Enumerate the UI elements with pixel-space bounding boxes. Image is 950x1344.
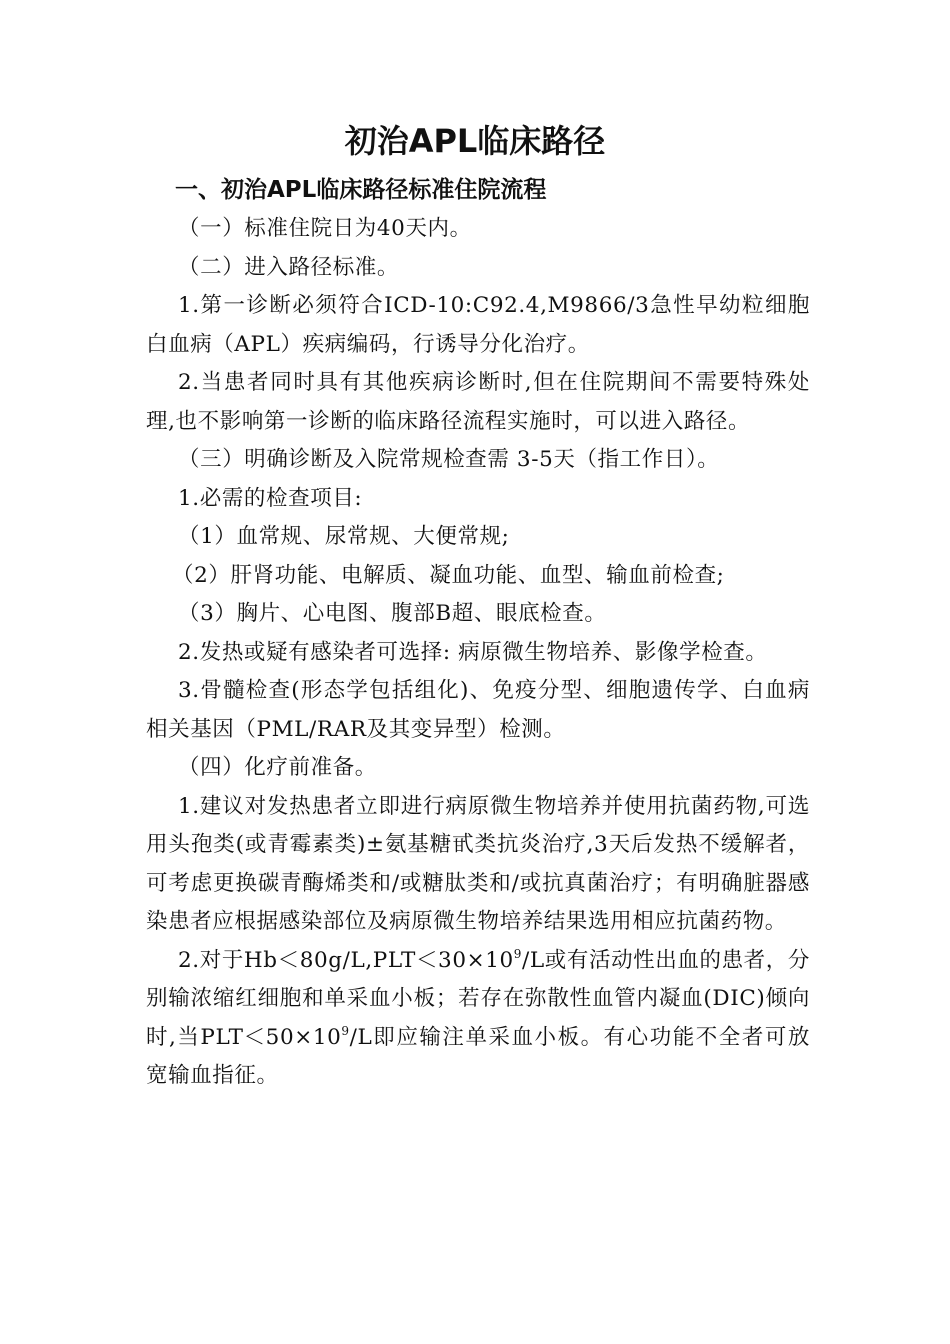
paragraph-diagnosis-checks: （三）明确诊断及入院常规检查需 3-5天（指工作日）。 xyxy=(178,447,720,472)
transfusion-text-3: /L即应输注单采血小板。有心功能不全者可放宽输血指征。 xyxy=(146,1024,810,1088)
superscript-exponent: 9 xyxy=(341,1023,350,1038)
paragraph-antibiotics: 1.建议对发热患者立即进行病原微生物培养并使用抗菌药物,可选用头孢类(或青霉素类)±氨基糖甙类抗炎治疗,3天后发热不缓解者，可考虑更换碳青酶烯类和/或糖肽类和/或抗真菌治疗；有明确脏器感染患者应根据感染部位及病原微生物培养结果选用相应抗菌药物。 xyxy=(146,793,810,934)
paragraph-check-item-2: （2）肝肾功能、电解质、凝血功能、血型、输血前检查; xyxy=(172,562,725,588)
page-title: 初治APL临床路径 xyxy=(344,122,606,160)
paragraph-required-checks: 1.必需的检查项目: xyxy=(178,485,363,511)
paragraph-entry-criteria: （二）进入路径标准。 xyxy=(178,254,400,280)
transfusion-text-1: 2.对于Hb＜80g/L,PLT＜30×10 xyxy=(178,947,514,973)
paragraph-chemo-prep: （四）化疗前准备。 xyxy=(178,755,377,780)
transfusion-text-2: /L或有活动性出血的患者，分别输浓缩红细胞和单采血小板；若存在弥散性血管内凝血(DIC)倾向时,当PLT＜50×10 xyxy=(146,947,810,1050)
paragraph-standard-stay: （一）标准住院日为40天内。 xyxy=(178,216,472,241)
paragraph-check-item-1: （1）血常规、尿常规、大便常规; xyxy=(178,524,510,549)
paragraph-fever-checks: 2.发热或疑有感染者可选择: 病原微生物培养、影像学检查。 xyxy=(178,639,768,665)
superscript-exponent: 9 xyxy=(513,946,523,961)
paragraph-check-item-3: （3）胸片、心电图、腹部B超、眼底检查。 xyxy=(178,601,607,626)
paragraph-bone-marrow-checks: 3.骨髓检查(形态学包括组化)、免疫分型、细胞遗传学、白血病相关基因（PML/RAR及其变异型）检测。 xyxy=(146,678,810,742)
paragraph-entry-criteria-1: 1.第一诊断必须符合ICD-10:C92.4,M9866/3急性早幼粒细胞白血病（APL）疾病编码，行诱导分化治疗。 xyxy=(146,293,810,357)
section-heading: 一、初治APL临床路径标准住院流程 xyxy=(175,177,547,203)
paragraph-entry-criteria-2: 2.当患者同时具有其他疾病诊断时,但在住院期间不需要特殊处理,也不影响第一诊断的临床路径流程实施时，可以进入路径。 xyxy=(146,370,810,434)
document-body xyxy=(146,210,810,1096)
paragraph-transfusion xyxy=(146,942,810,1096)
